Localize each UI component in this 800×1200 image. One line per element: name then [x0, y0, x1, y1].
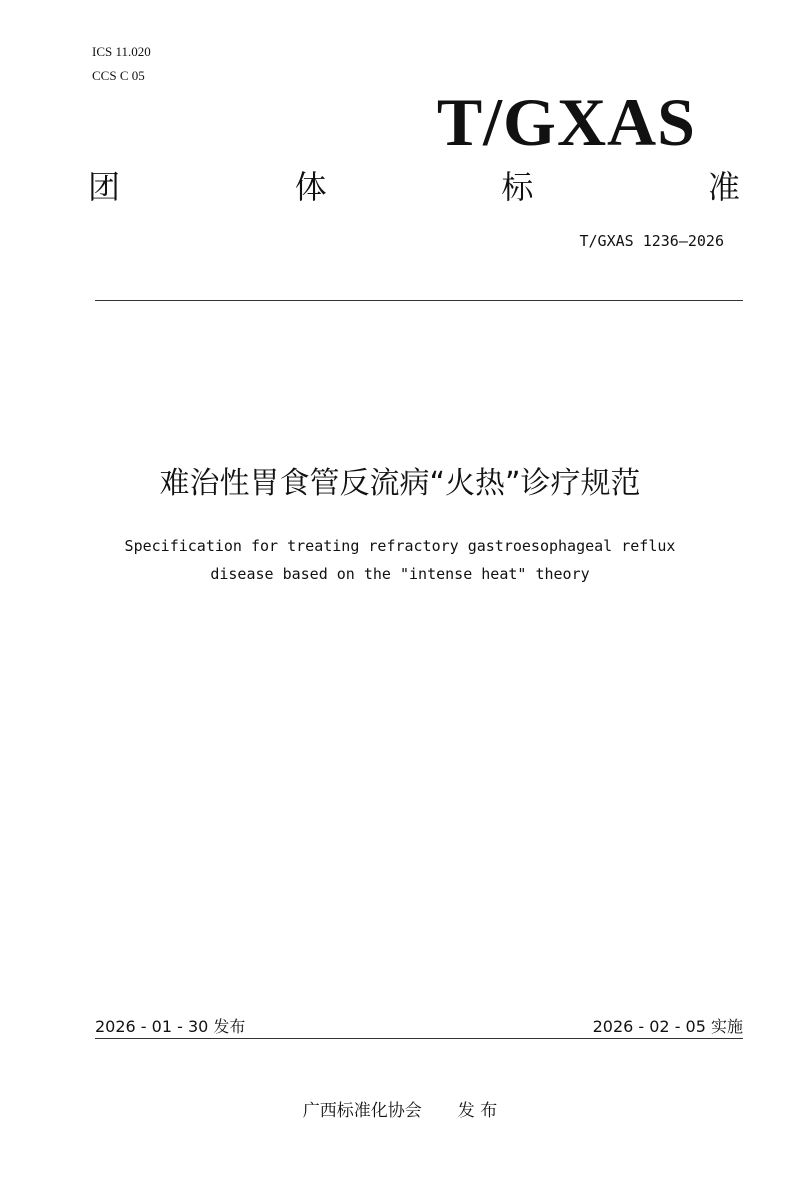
document-title-chinese: 难治性胃食管反流病“火热”诊疗规范 [159, 466, 641, 501]
header-divider [95, 300, 743, 301]
document-title-english [0, 532, 800, 588]
standard-number: T/GXAS 1236—2026 [579, 232, 724, 250]
standard-type-char: 团 [88, 168, 121, 206]
standard-type [88, 160, 740, 210]
implementation-date: 2026 - 02 - 05 实施 [592, 1017, 743, 1036]
issue-date: 2026 - 01 - 30 发布 [95, 1017, 246, 1036]
footer-divider [95, 1038, 743, 1039]
publish-label: 发 布 [457, 1101, 498, 1121]
standard-type-char: 体 [294, 168, 327, 206]
ics-code: ICS 11.020 [92, 44, 151, 59]
standard-type-char: 准 [707, 168, 740, 206]
standard-brand: T/GXAS [436, 84, 696, 160]
standard-type-char: 标 [501, 168, 534, 206]
english-title-line: disease based on the "intense heat" theory [210, 565, 590, 583]
ccs-code: CCS C 05 [92, 68, 145, 83]
publisher-name: 广西标准化协会 [302, 1101, 422, 1121]
classification-codes [92, 40, 151, 88]
publisher-line [0, 1096, 800, 1121]
english-title-line: Specification for treating refractory gastroesophageal reflux [124, 537, 676, 555]
